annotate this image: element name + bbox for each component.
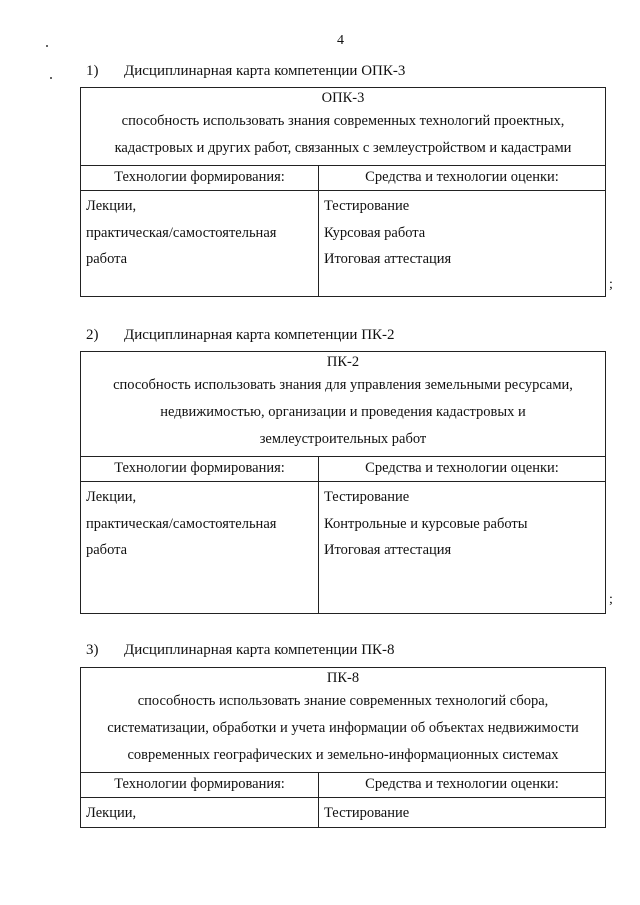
card-3-right-header: Средства и технологии оценки: bbox=[319, 773, 606, 798]
scan-speck bbox=[50, 77, 52, 79]
card-2-description-line: недвижимостью, организации и проведения кадастровых и bbox=[160, 404, 526, 420]
card-1-number: 1) bbox=[86, 63, 99, 79]
card-3-title: Дисциплинарная карта компетенции ПК-8 bbox=[124, 642, 395, 658]
card-2-right-header: Средства и технологии оценки: bbox=[319, 457, 606, 482]
card-2-description-cell bbox=[81, 352, 606, 457]
card-1-left-item: Лекции, bbox=[86, 198, 137, 214]
card-3-description-line: систематизации, обработки и учета информации об объектах недвижимости bbox=[107, 720, 579, 736]
card-1-description-line: кадастровых и других работ, связанных с землеустройством и кадастрами bbox=[114, 140, 572, 156]
card-1-right-header: Средства и технологии оценки: bbox=[319, 166, 606, 191]
card-1-right-item: Курсовая работа bbox=[324, 224, 426, 241]
card-3-description-line: способность использовать знание современных технологий сбора, bbox=[137, 693, 549, 709]
card-1-left-item: практическая/самостоятельная bbox=[86, 224, 277, 241]
card-3-description-cell bbox=[81, 668, 606, 773]
card-3-heading bbox=[86, 642, 395, 659]
card-2-code: ПК-2 bbox=[326, 354, 360, 370]
card-1-left-item: работа bbox=[86, 251, 128, 267]
card-3-left-header: Технологии формирования: bbox=[81, 773, 319, 798]
card-2-description-line: способность использовать знания для управления земельными ресурсами, bbox=[113, 377, 573, 393]
card-2-left-item: работа bbox=[86, 542, 128, 558]
card-2-left-cell bbox=[81, 482, 319, 614]
card-2-left-item: практическая/самостоятельная bbox=[86, 515, 277, 532]
card-3-number: 3) bbox=[86, 642, 99, 658]
card-3-code: ПК-8 bbox=[326, 670, 360, 686]
card-2-right-item: Контрольные и курсовые работы bbox=[324, 515, 528, 532]
card-1-description-cell bbox=[81, 88, 606, 166]
card-3-right-cell bbox=[319, 798, 606, 828]
card-2-left-header: Технологии формирования: bbox=[81, 457, 319, 482]
card-1-title: Дисциплинарная карта компетенции ОПК-3 bbox=[124, 63, 406, 79]
card-2-title: Дисциплинарная карта компетенции ПК-2 bbox=[124, 327, 395, 343]
card-1-description-line: способность использовать знания современных технологий проектных, bbox=[121, 113, 565, 129]
page-number: 4 bbox=[337, 33, 344, 48]
card-1-heading bbox=[86, 63, 405, 80]
card-1-left-cell bbox=[81, 191, 319, 297]
card-2-trailing-mark: ; bbox=[609, 592, 613, 607]
card-1-right-item: Тестирование bbox=[324, 198, 410, 214]
card-1-table bbox=[80, 87, 606, 297]
card-2-right-cell bbox=[319, 482, 606, 614]
card-3-table bbox=[80, 667, 606, 828]
card-2-table bbox=[80, 351, 606, 614]
card-2-description-line: землеустроительных работ bbox=[259, 431, 427, 447]
card-3-description-line: современных географических и земельно-информационных системах bbox=[127, 747, 559, 763]
card-1-right-item: Итоговая аттестация bbox=[324, 251, 452, 267]
card-3-right-item: Тестирование bbox=[324, 805, 410, 821]
card-2-right-item: Итоговая аттестация bbox=[324, 542, 452, 558]
card-3-left-item: Лекции, bbox=[86, 805, 137, 821]
scan-speck bbox=[46, 45, 48, 47]
card-2-heading bbox=[86, 327, 395, 344]
card-1-trailing-mark: ; bbox=[609, 277, 613, 292]
card-3-left-cell bbox=[81, 798, 319, 828]
card-2-left-item: Лекции, bbox=[86, 489, 137, 505]
card-1-left-header: Технологии формирования: bbox=[81, 166, 319, 191]
card-1-code: ОПК-3 bbox=[321, 90, 365, 106]
card-1-right-cell bbox=[319, 191, 606, 297]
card-2-number: 2) bbox=[86, 327, 99, 343]
card-2-right-item: Тестирование bbox=[324, 489, 410, 505]
